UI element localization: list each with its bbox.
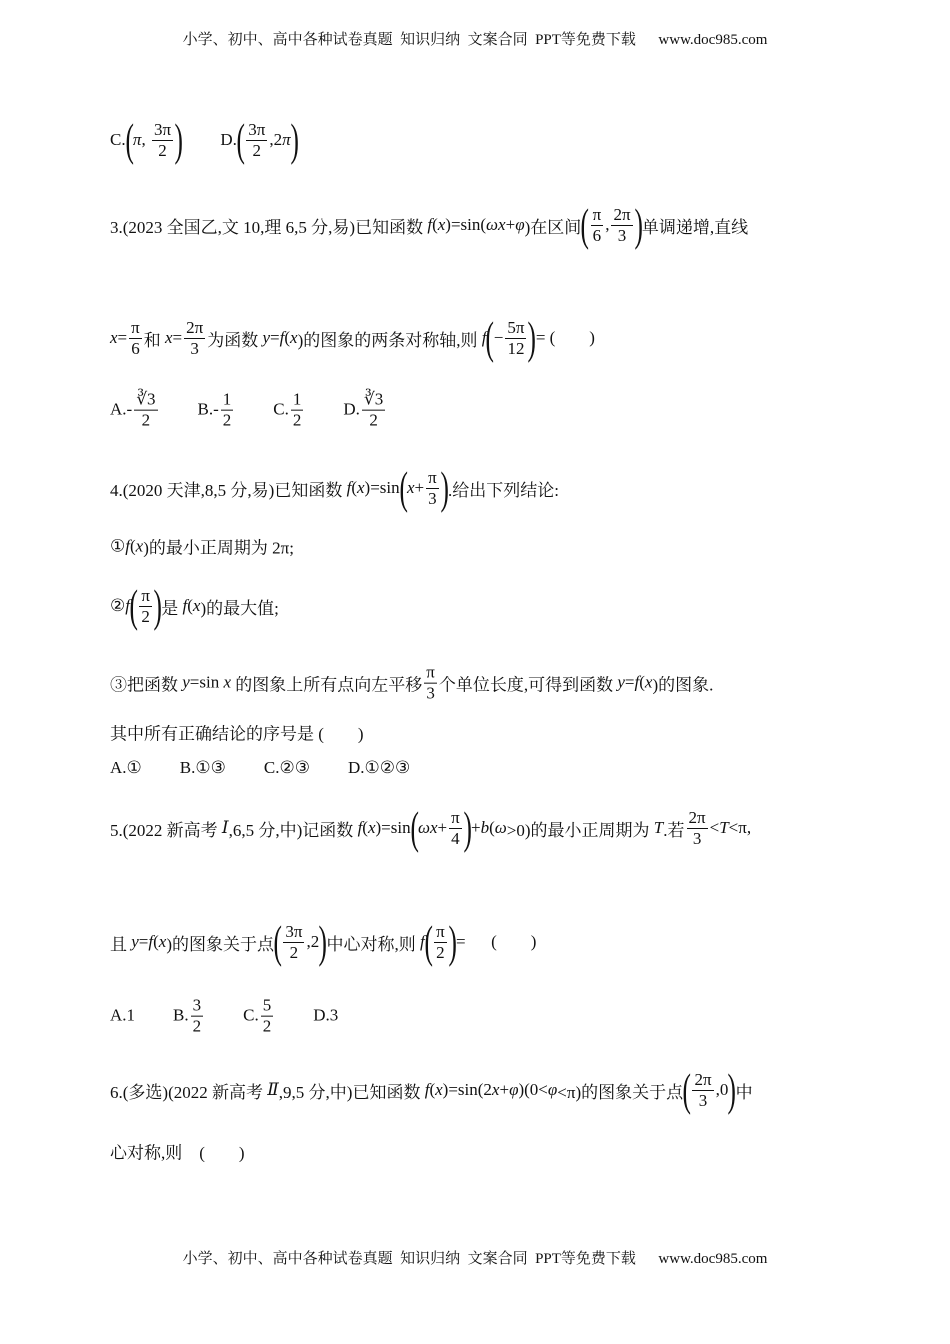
right-paren: ): [527, 312, 537, 363]
fraction-numerator: 1: [222, 389, 232, 409]
text-run: =: [270, 328, 280, 347]
right-paren: ): [463, 802, 472, 853]
text-run: )的最小正周期为 2π;: [143, 538, 294, 558]
answer-option: [110, 1006, 135, 1026]
math-variable: f: [125, 596, 130, 615]
answer-option: [264, 758, 310, 778]
fraction-denominator: 2: [141, 606, 150, 626]
text-run: ③把函数: [110, 675, 183, 695]
left-paren: (: [682, 1064, 692, 1115]
text-run: =: [138, 932, 149, 951]
fraction-numerator: π: [592, 204, 602, 224]
answer-option: [110, 114, 183, 165]
math-variable: x: [164, 328, 173, 347]
text-run: )=sin(2: [442, 1080, 492, 1099]
math-variable: x: [356, 478, 365, 497]
fraction-numerator: π: [428, 467, 437, 487]
fraction-numerator: 3π: [153, 119, 172, 139]
text-run: 是: [161, 598, 183, 618]
answer-options: [110, 758, 448, 778]
fraction: [687, 809, 708, 848]
math-variable: x: [135, 536, 144, 555]
text-run: =: [172, 328, 183, 347]
fraction: [505, 319, 526, 358]
text-run: 中心对称,则: [326, 934, 421, 954]
text-run: 5.(2022 新高考: [110, 820, 222, 840]
fraction: [434, 923, 447, 962]
math-variable: y: [131, 932, 139, 951]
fraction: [139, 587, 152, 626]
math-variable: φ: [509, 1080, 519, 1099]
fraction-numerator: ∛3: [363, 389, 384, 409]
fraction-numerator: 1: [292, 389, 302, 409]
left-paren: (: [125, 114, 134, 165]
math-variable: f: [427, 215, 433, 234]
math-variable: x: [435, 1080, 443, 1099]
text-run: <π)的图象关于点: [557, 1082, 684, 1102]
right-paren: ): [153, 580, 162, 631]
text-run: ,2: [306, 932, 320, 951]
fraction-denominator: 3: [428, 488, 437, 508]
fraction-numerator: 5π: [507, 317, 525, 337]
math-variable: f: [634, 673, 640, 692]
text-run: C.②③: [263, 758, 310, 777]
fraction: [261, 997, 274, 1036]
math-variable: x: [437, 215, 446, 234]
text-run: B.: [173, 1006, 189, 1025]
fraction: [362, 391, 385, 430]
text-run: +: [471, 818, 481, 837]
fraction: [129, 319, 142, 358]
text-run: )在区间: [524, 217, 582, 237]
answer-option: [173, 997, 205, 1036]
left-paren: (: [410, 802, 419, 853]
text-run: 4.(2020 天津,8,5 分,易)已知函数: [110, 480, 347, 500]
text-run: <: [709, 818, 720, 837]
fraction-denominator: 3: [426, 683, 435, 703]
math-variable: x: [290, 328, 298, 347]
math-variable: x: [223, 673, 232, 692]
math-variable: x: [406, 478, 415, 497]
fraction: [424, 664, 437, 703]
math-variable: x: [158, 932, 167, 951]
text-run: (: [284, 328, 291, 347]
text-run: (: [153, 932, 159, 951]
math-variable: ω: [494, 818, 507, 837]
fraction-numerator: 2π: [186, 317, 204, 337]
fraction-denominator: 6: [131, 338, 140, 358]
fraction-denominator: 2: [289, 942, 299, 962]
fraction-numerator: 3: [192, 995, 202, 1015]
fraction-denominator: 4: [451, 828, 460, 848]
question-line: [110, 664, 713, 703]
right-paren: ): [633, 199, 643, 250]
text-run: 其中所有正确结论的序号是 ( ): [110, 724, 364, 744]
text-run: 和: [143, 330, 165, 350]
text-run: (: [362, 818, 368, 837]
text-run: ,2: [269, 130, 283, 149]
text-run: D.: [220, 130, 237, 149]
left-paren: (: [273, 916, 282, 967]
fraction: [611, 206, 632, 245]
answer-options: [110, 391, 425, 430]
math-variable: f: [346, 478, 352, 497]
fraction-denominator: 2: [141, 410, 151, 430]
math-variable: f: [481, 328, 487, 347]
fraction-denominator: 3: [190, 338, 199, 358]
answer-option: [180, 758, 226, 778]
fraction-denominator: 2: [292, 410, 302, 430]
question-line: [110, 312, 595, 363]
answer-option: [198, 391, 236, 430]
text-run: ,: [141, 130, 150, 149]
fraction-numerator: 5: [262, 995, 272, 1015]
text-run: )=sin(: [445, 215, 487, 234]
page-header: 小学、初中、高中各种试卷真题 知识归纳 文案合同 PPT等免费下载 www.doc985.com: [182, 32, 768, 48]
left-paren: (: [129, 580, 138, 631]
fraction-numerator: 2π: [688, 807, 706, 827]
fraction-denominator: 2: [192, 1016, 202, 1036]
text-run: .给出下列结论:: [448, 480, 559, 500]
answer-option: [110, 391, 160, 430]
answer-options: [110, 997, 376, 1036]
question-line: [110, 462, 559, 513]
text-run: 中: [735, 1082, 753, 1102]
text-run: D.: [343, 400, 360, 419]
text-run: (: [432, 215, 438, 234]
text-run: C.: [273, 400, 289, 419]
fraction-numerator: π: [141, 585, 150, 605]
fraction-numerator: π: [451, 807, 460, 827]
text-run: ②: [110, 596, 126, 615]
text-run: A.①: [110, 758, 142, 777]
answer-option: [110, 758, 142, 778]
math-variable: T: [653, 818, 664, 837]
text-run: )的图象关于点: [166, 934, 275, 954]
question-line: [110, 534, 294, 559]
math-variable: f: [182, 596, 188, 615]
fraction-numerator: π: [426, 662, 435, 682]
text-run: 且: [110, 934, 132, 954]
text-run: <π,: [728, 818, 752, 837]
page-footer: 小学、初中、高中各种试卷真题 知识归纳 文案合同 PPT等免费下载 www.doc985.com: [182, 1251, 768, 1267]
left-paren: (: [424, 916, 433, 967]
math-variable: x: [644, 673, 653, 692]
text-run: 的图象上所有点向左平移: [231, 675, 423, 695]
text-run: )的图象.: [652, 675, 714, 695]
fraction-numerator: ∛3: [136, 389, 156, 409]
right-paren: ): [318, 916, 328, 967]
answer-option: [313, 1006, 338, 1026]
math-variable: φ: [515, 215, 525, 234]
fraction-denominator: 2: [369, 410, 378, 430]
fraction: [152, 121, 173, 160]
text-run: A.1: [110, 1006, 136, 1025]
text-run: =: [117, 328, 128, 347]
question-line: [110, 802, 752, 853]
text-run: (: [351, 478, 357, 497]
text-run: (: [429, 1080, 436, 1099]
fraction: [283, 923, 304, 962]
math-variable: ωx: [486, 215, 506, 234]
left-paren: (: [236, 114, 245, 165]
text-run: (: [187, 596, 193, 615]
fraction: [291, 391, 304, 430]
text-run: D.3: [313, 1006, 339, 1025]
text-run: +: [437, 818, 448, 837]
text-run: ,: [605, 215, 610, 234]
fraction: [191, 997, 204, 1036]
text-run: ,6,5 分,中)记函数: [228, 820, 358, 840]
fraction: [449, 809, 462, 848]
fraction: [221, 391, 234, 430]
math-variable: x: [192, 596, 201, 615]
text-run: =sin: [189, 673, 224, 692]
fraction: [184, 319, 205, 358]
fraction-numerator: 3π: [248, 119, 266, 139]
question-line: [110, 720, 364, 745]
text-run: +: [414, 478, 425, 497]
math-variable: y: [182, 673, 190, 692]
text-run: (: [489, 818, 495, 837]
fraction: [591, 206, 604, 245]
question-line: [110, 1064, 753, 1115]
right-paren: ): [727, 1064, 737, 1115]
text-run: = ( ): [535, 328, 595, 347]
question-line: [110, 199, 749, 250]
left-paren: (: [399, 462, 408, 513]
fraction-denominator: 2: [436, 942, 445, 962]
text-run: B.-: [197, 400, 219, 419]
math-variable: f: [279, 328, 285, 347]
fraction-denominator: 12: [507, 338, 525, 358]
answer-option: [348, 758, 410, 778]
fraction: [134, 391, 157, 430]
fraction: [426, 469, 439, 508]
math-variable: ωx: [417, 818, 438, 837]
text-run: )的图象的两条对称轴,则: [297, 330, 482, 350]
right-paren: ): [290, 114, 299, 165]
text-run: (: [129, 536, 136, 555]
text-run: 单调递增,直线: [641, 217, 749, 237]
text-run: ①: [110, 536, 126, 555]
right-paren: ): [440, 462, 449, 513]
text-run: −: [493, 328, 504, 347]
fraction-denominator: 2: [262, 1016, 272, 1036]
fraction: [692, 1071, 713, 1110]
text-run: ,9,5 分,中)已知函数: [278, 1082, 425, 1102]
text-run: +: [505, 215, 516, 234]
math-variable: f: [424, 1080, 430, 1099]
text-run: 心对称,则 ( ): [110, 1143, 245, 1163]
answer-option: [220, 114, 299, 165]
math-variable: φ: [547, 1080, 558, 1099]
answer-option: [273, 391, 305, 430]
math-variable: f: [420, 932, 425, 951]
math-variable: x: [367, 818, 376, 837]
text-run: )=sin: [375, 818, 411, 837]
math-variable: f: [148, 932, 154, 951]
text-run: )的最大值;: [200, 598, 279, 618]
text-run: D.①②③: [347, 758, 411, 777]
fraction-numerator: 3π: [285, 921, 303, 941]
fraction-denominator: 3: [692, 828, 702, 848]
math-variable: y: [617, 673, 625, 692]
text-run: = ( ): [456, 932, 537, 951]
answer-option: [243, 997, 275, 1036]
text-run: )(0<: [518, 1080, 548, 1099]
left-paren: (: [580, 199, 590, 250]
math-variable: f: [357, 818, 363, 837]
fraction-numerator: 2π: [694, 1069, 712, 1089]
math-variable: Ⅰ: [221, 818, 229, 837]
math-variable: π: [282, 130, 291, 149]
text-run: 3.(2023 全国乙,文 10,理 6,5 分,易)已知函数: [110, 217, 428, 237]
text-run: >0)的最小正周期为: [506, 820, 654, 840]
text-run: )=sin: [364, 478, 400, 497]
text-run: B.①③: [179, 758, 226, 777]
text-run: (: [639, 673, 645, 692]
fraction: [246, 121, 267, 160]
text-run: 6.(多选)(2022 新高考: [110, 1082, 268, 1102]
fraction-denominator: 3: [617, 225, 627, 245]
question-line: [110, 580, 279, 631]
fraction-denominator: 2: [222, 410, 232, 430]
math-variable: b: [480, 818, 490, 837]
math-variable: x: [110, 328, 118, 347]
text-run: A.-: [110, 400, 133, 419]
fraction-numerator: π: [436, 921, 445, 941]
text-run: C.: [110, 130, 126, 149]
question-line: [110, 1139, 245, 1164]
math-variable: x: [491, 1080, 500, 1099]
right-paren: ): [174, 114, 183, 165]
right-paren: ): [448, 916, 457, 967]
answer-option: [343, 391, 387, 430]
math-variable: f: [125, 536, 130, 555]
text-run: 个单位长度,可得到函数: [438, 675, 618, 695]
fraction-denominator: 3: [698, 1090, 708, 1110]
text-run: .若: [663, 820, 685, 840]
math-variable: Ⅱ: [267, 1080, 279, 1099]
text-run: =: [624, 673, 635, 692]
fraction-denominator: 2: [158, 140, 167, 160]
math-variable: T: [719, 818, 729, 837]
fraction-denominator: 6: [592, 225, 602, 245]
math-variable: π: [132, 130, 142, 149]
text-run: +: [499, 1080, 510, 1099]
fraction-numerator: π: [131, 317, 140, 337]
answer-options: [110, 114, 336, 165]
text-run: C.: [243, 1006, 259, 1025]
fraction-numerator: 2π: [613, 204, 631, 224]
left-paren: (: [485, 312, 495, 363]
text-run: ,0: [715, 1080, 729, 1099]
math-variable: y: [262, 328, 271, 347]
fraction-denominator: 2: [252, 140, 262, 160]
text-run: 为函数: [207, 330, 263, 350]
question-line: [110, 916, 537, 967]
